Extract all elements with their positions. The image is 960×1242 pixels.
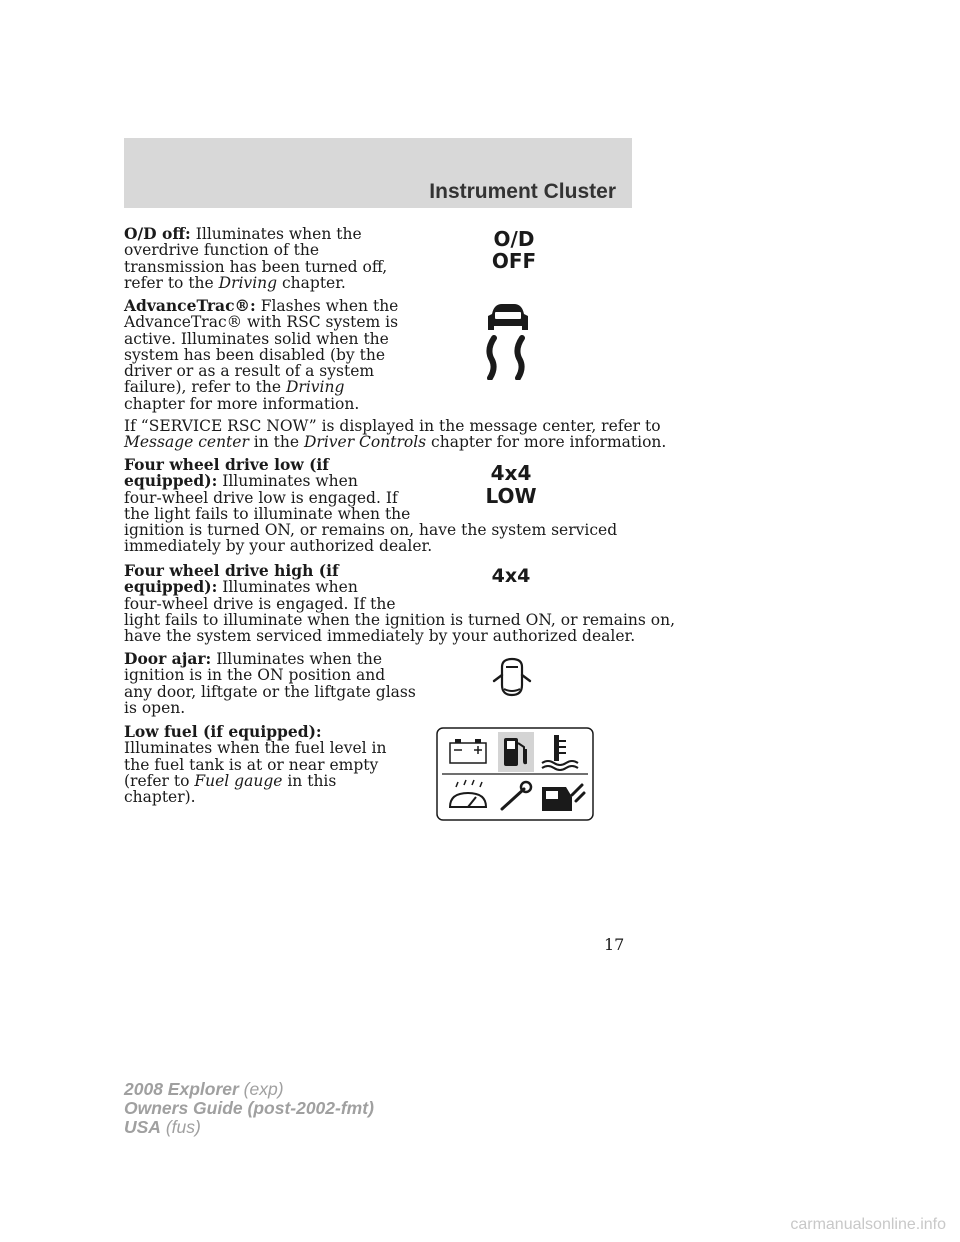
advancetrac-heading: AdvanceTrac®:: [124, 296, 256, 315]
four-low-line: four-wheel drive low is engaged. If: [124, 488, 398, 507]
four-high-heading: Four wheel drive high (if: [124, 561, 339, 580]
footer-guide: Owners Guide (post-2002-fmt): [124, 1098, 374, 1118]
footer-model-code: (exp): [238, 1079, 284, 1099]
od-off-symbol-line1: O/D: [493, 227, 535, 251]
od-off-paragraph: [124, 226, 387, 291]
four-high-line: Illuminates when: [217, 578, 358, 597]
door-ajar-icon: [490, 655, 534, 701]
advancetrac-refer-prefix: failure), refer to the: [124, 378, 286, 397]
door-ajar-line: ignition is in the ON position and: [124, 666, 386, 685]
four-high-paragraph: [124, 563, 675, 644]
od-off-refer-link: Driving: [218, 273, 278, 292]
fuel-pump-icon: [498, 732, 534, 772]
advancetrac-refer-link: Driving: [286, 378, 345, 397]
advancetrac-line: chapter for more information.: [124, 394, 360, 413]
four-high-line: four-wheel drive is engaged. If the: [124, 594, 396, 613]
footer-model: 2008 Explorer: [124, 1079, 239, 1099]
four-low-line: Illuminates when: [217, 472, 358, 491]
low-fuel-paragraph: [124, 724, 387, 805]
rsc-note-line: If “SERVICE RSC NOW” is displayed in the message center, refer to: [124, 417, 661, 435]
low-fuel-line: Illuminates when the fuel level in: [124, 739, 387, 758]
four-low-line: ignition is turned ON, or remains on, have the system serviced: [124, 521, 618, 540]
four-high-icon: 4x4: [491, 565, 531, 587]
four-low-line: the light fails to illuminate when the: [124, 504, 411, 523]
fuel-gauge-ref: Fuel gauge: [194, 771, 283, 790]
advancetrac-line: active. Illuminates solid when the: [124, 329, 389, 348]
door-ajar-line: is open.: [124, 698, 186, 717]
od-off-line: Illuminates when the: [195, 225, 362, 243]
footer-market: USA: [124, 1117, 161, 1137]
low-fuel-refer-prefix: (refer to: [124, 771, 195, 790]
footer-market-code: (fus): [160, 1117, 201, 1137]
od-off-line: overdrive function of the: [124, 241, 320, 260]
driver-controls-ref: Driver Controls: [303, 433, 427, 452]
od-off-icon: [474, 228, 554, 272]
od-off-refer-suffix: chapter.: [277, 273, 346, 292]
four-high-line: light fails to illuminate when the ignition is turned ON, or remains on,: [124, 610, 676, 629]
od-off-line: transmission has been turned off,: [124, 257, 388, 276]
advancetrac-line: system has been disabled (by the: [124, 345, 385, 364]
footer: [124, 1080, 374, 1137]
four-low-icon: [466, 462, 556, 508]
advancetrac-paragraph: [124, 298, 398, 412]
od-off-heading: O/D off:: [124, 224, 191, 243]
message-center-ref: Message center: [124, 433, 249, 452]
low-fuel-line: the fuel tank is at or near empty: [124, 755, 379, 774]
rsc-note-mid: in the: [248, 433, 304, 452]
od-off-refer-prefix: refer to the: [124, 273, 219, 292]
four-low-line: immediately by your authorized dealer.: [124, 537, 433, 556]
advancetrac-line: driver or as a result of a system: [124, 362, 375, 381]
four-high-heading-2: equipped):: [124, 577, 218, 597]
door-ajar-line: any door, liftgate or the liftgate glass: [124, 682, 416, 701]
low-fuel-heading: Low fuel (if equipped):: [124, 722, 322, 741]
advancetrac-line: AdvanceTrac® with RSC system is: [124, 313, 399, 332]
door-ajar-line: Illuminates when the: [211, 650, 383, 668]
page-number: 17: [604, 935, 625, 954]
low-fuel-refer-suffix: in this: [282, 771, 337, 790]
header-band: [124, 138, 632, 208]
page-title: Instrument Cluster: [429, 180, 616, 203]
od-off-symbol-line2: OFF: [491, 249, 537, 273]
four-low-heading-2: equipped):: [124, 471, 218, 491]
low-fuel-line: chapter).: [124, 788, 196, 807]
watermark: carmanualsonline.info: [790, 1216, 946, 1233]
warning-lamp-panel: [436, 727, 594, 821]
advancetrac-skid-icon: [482, 300, 534, 380]
rsc-note-end: chapter for more information.: [426, 433, 667, 452]
four-low-symbol-line2: LOW: [485, 484, 537, 508]
door-ajar-heading: Door ajar:: [124, 649, 212, 668]
four-high-line: have the system serviced immediately by your authorized dealer.: [124, 627, 636, 646]
door-ajar-paragraph: [124, 651, 416, 716]
advancetrac-line: Flashes when the: [255, 297, 399, 315]
rsc-note-paragraph: [124, 418, 666, 451]
four-low-heading: Four wheel drive low (if: [124, 455, 329, 474]
four-low-symbol-line1: 4x4: [490, 461, 532, 485]
